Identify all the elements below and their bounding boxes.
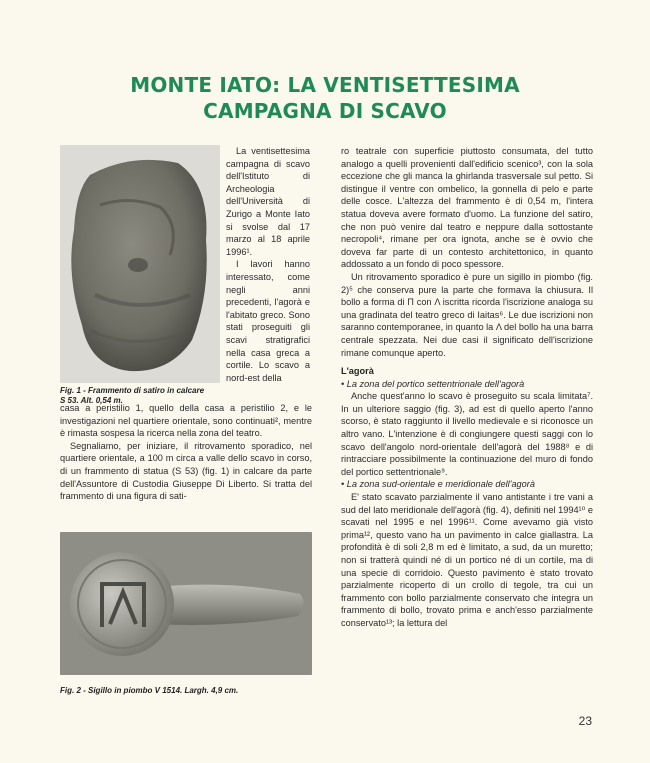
paragraph: ro teatrale con superficie piuttosto consumata, del tutto analogo a quelli provenienti dall'edificio scenico³, con la sola eccezione che gli manca la ghirlanda trasversale sul petto. Si distingue il ventre con ombelico, la gonnella di pelo e parte delle cosce. L'altezza del frammento è di 0,54 m, l'intera statua doveva avere formato d'uomo. La funzione del satiro, che non può venire dal teatro e neppure dalla sottostante necropoli⁴, rimane per ora ignota, anche se è ovvio che doveva far parte di un contesto architettonico, in quanto addossato a un fondo di poco spessore. <box>341 146 593 270</box>
lead-seal-photo <box>60 532 312 675</box>
paragraph: E' stato scavato parzialmente il vano antistante i tre vani a sud del lato meridionale dell'agorà (fig. 4), definiti nel 1994¹⁰ e scavati nel 1995 e nel 1996¹¹. Come avevamo già visto prima¹², questo vano ha un pavimento in calce giallastra. La profondità è di soli 2,8 m ed è limitato, a sud, da un muretto; non si tratterà quindi né di un portico né di un cortile, ma di una specie di corridoio. Questo pavimento è stato trovato parzialmente ricoperto di un crollo di tegole, tra cui un frammento con bollo parzialmente conservato che integra un frammento di bollo, trovato prima e anch'esso parzialmente conservato¹³; la lettura del <box>341 492 593 628</box>
figure-1-caption-line-1: Fig. 1 - Frammento di satiro in calcare <box>60 386 205 395</box>
paragraph: I lavori hanno interessato, come negli anni precedenti, l'agorà e l'abitato greco. Sono stati proseguiti gli scavi stratigrafici nella casa greca a cortile. Lo scavo a nord-est della <box>226 259 310 383</box>
title-line-2: CAMPAGNA DI SCAVO <box>203 99 447 123</box>
paragraph: Segnaliamo, per iniziare, il ritrovamento sporadico, nel quartiere orientale, a 100 m circa a valle dello scavo in corso, di un frammento di statua (S 53) (fig. 1) in calcare da parte dell'Assuntore di Custodia Giuseppe Di Liberto. Si tratta del frammento di una figura di sati- <box>60 440 312 502</box>
satyr-fragment-image <box>60 145 220 383</box>
paragraph: Anche quest'anno lo scavo è proseguito su scala limitata⁷. In un ulteriore saggio (fig. 3), ad est di quello aperto l'anno scorso, è stato raggiunto il livello medievale e si riconosce un altro vano. L'intenzione è di congiungere questi saggi con lo scavo dell'angolo nord-orientale dell'agorà del 1988⁸ e di rintracciare possibilmente la continuazione del muro di fondo del portico settentrionale⁹. <box>341 391 593 477</box>
subsection-heading: • La zona sud-orientale e meridionale dell'agorà <box>341 479 535 490</box>
subsection-heading: • La zona del portico settentrionale dell'agorà <box>341 378 525 389</box>
article-title <box>0 72 650 124</box>
section-heading: L'agorà <box>341 366 374 377</box>
page-number: 23 <box>578 714 592 728</box>
figure-1-caption-line-2: S 53. Alt. 0,54 m. <box>60 396 123 405</box>
left-wide-column <box>60 402 312 503</box>
satyr-fragment-photo <box>60 145 220 383</box>
lead-seal-image <box>60 532 312 675</box>
figure-2-caption: Fig. 2 - Sigillo in piombo V 1514. Largh. 4,9 cm. <box>60 686 239 695</box>
title-line-1: MONTE IATO: LA VENTISETTESIMA <box>130 73 520 97</box>
left-narrow-column <box>226 145 310 384</box>
paragraph: La ventisettesima campagna di scavo dell'Istituto di Archeologia dell'Università di Zurigo a Monte Iato si svolse dal 17 marzo al 18 aprile 1996¹. <box>226 146 310 257</box>
paragraph: Un ritrovamento sporadico è pure un sigillo in piombo (fig. 2)⁵ che conserva pure la parte che formava la chiusura. Il bollo a forma di Π con Λ iscritta ricorda l'iscrizione analoga su una gradinata del teatro greco di Iaitas⁶. Le due iscrizioni non saranno contemporanee, in quanto la Λ del bollo ha una barra centrale spezzata. Nei due casi il significato dell'iscrizione rimane comunque aperto. <box>341 271 593 358</box>
paragraph: casa a peristilio 1, quello della casa a peristilio 2, e le investigazioni nel quartiere orientale, sono continuati², mentre è rimasta sospesa la ricerca nella zona del teatro. <box>60 403 312 439</box>
right-column <box>341 145 593 630</box>
